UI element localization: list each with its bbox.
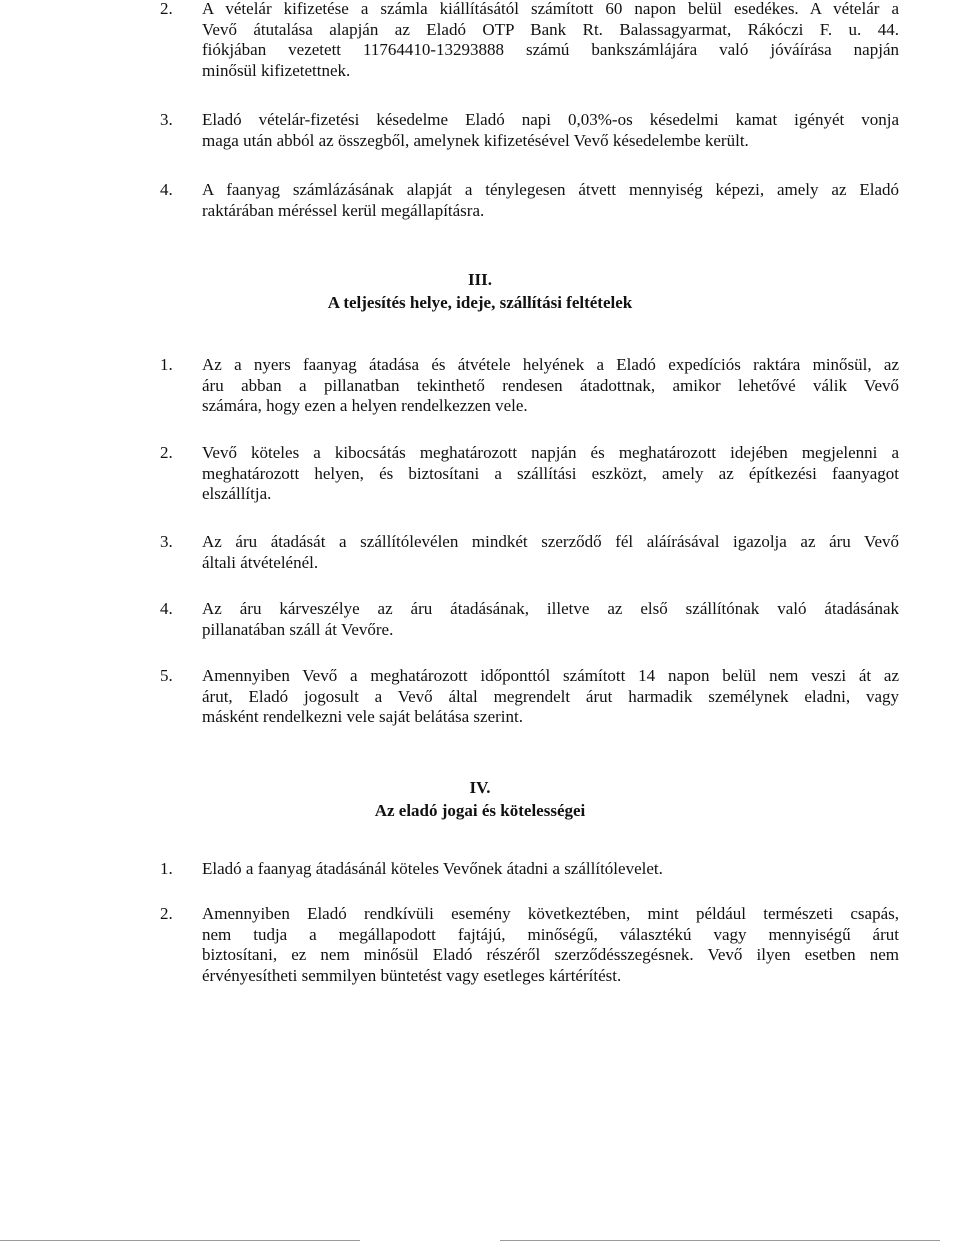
clause-text	[202, 859, 899, 880]
text-line: áru abban a pillanatban tekinthető rendesen átadottnak, amikor lehetővé válik Vevő	[202, 375, 899, 395]
text-line: Vevő köteles a kibocsátás meghatározott napján és meghatározott idejében megjelenni a	[202, 443, 899, 462]
text-line: Az áru átadását a szállítólevélen mindkét szerződő fél aláírásával igazolja az áru Vevő	[202, 532, 899, 551]
clause-number: 3.	[160, 532, 173, 551]
text-line: nem tudja a megállapodott fajtájú, minőségű, választékú vagy mennyiségű árut	[202, 924, 899, 944]
page-bottom-rule	[500, 1240, 940, 1241]
clause-number: 1.	[160, 859, 173, 878]
clause-text	[202, 443, 899, 505]
text-line: érvényesítheti semmilyen büntetést vagy esetleges kártérítést.	[202, 965, 622, 985]
text-line: A vételár kifizetése a számla kiállításától számított 60 napon belül esedékes. A vételár a	[202, 0, 899, 18]
text-line: minősül kifizetettnek.	[202, 60, 351, 80]
text-line: Az a nyers faanyag átadása és átvétele helyének a Eladó expedíciós raktára minősül, az	[202, 355, 899, 374]
clause-number: 3.	[160, 110, 173, 129]
text-line: meghatározott helyen, és biztosítani a szállítási eszközt, amely az építkezési faanyagot	[202, 463, 899, 483]
clause-number: 5.	[160, 666, 173, 685]
clause-number: 1.	[160, 355, 173, 374]
section-numeral: III.	[467, 270, 493, 289]
text-line: Amennyiben Eladó rendkívüli esemény következtében, mint például természeti csapás,	[202, 904, 899, 923]
text-line: elszállítja.	[202, 484, 272, 503]
clause-text	[202, 904, 899, 986]
text-line: számára, hogy ezen a helyen rendelkezzen vele.	[202, 396, 528, 415]
clause-text	[202, 110, 899, 151]
text-line: A faanyag számlázásának alapját a ténylegesen átvett mennyiség képezi, amely az Eladó	[202, 180, 899, 199]
text-line: Vevő átutalása alapján az Eladó OTP Bank Rt. Balassagyarmat, Rákóczi F. u. 44.	[202, 19, 899, 39]
text-line: Eladó a faanyag átadásánál köteles Vevőnek átadni a szállítólevelet.	[202, 859, 663, 878]
section-numeral: IV.	[469, 778, 491, 797]
clause-number: 4.	[160, 180, 173, 199]
text-line: árut, Eladó jogosult a Vevő által megrendelt árut harmadik személynek eladni, vagy	[202, 686, 899, 706]
page-bottom-rule	[0, 1240, 360, 1241]
text-line: biztosítani, ez nem minősül Eladó részéről szerződésszegésnek. Vevő ilyen esetben nem	[202, 945, 899, 964]
section-title: A teljesítés helye, ideje, szállítási feltételek	[327, 293, 633, 312]
clause-text	[202, 599, 899, 640]
section-title: Az eladó jogai és kötelességei	[374, 801, 586, 820]
text-line: másként rendelkezni vele saját belátása szerint.	[202, 707, 523, 726]
text-line: raktárában méréssel kerül megállapításra.	[202, 200, 485, 220]
clause-text	[202, 0, 899, 81]
text-line: pillanatában száll át Vevőre.	[202, 619, 394, 639]
text-line: Az áru kárveszélye az áru átadásának, illetve az első szállítónak való átadásának	[202, 599, 899, 618]
clause-text	[202, 180, 899, 221]
text-line: általi átvételénél.	[202, 552, 319, 572]
clause-text	[202, 355, 899, 417]
clause-number: 4.	[160, 599, 173, 618]
text-line: fiókjában vezetett 11764410-13293888 számú bankszámlájára való jóváírása napján	[202, 40, 899, 59]
text-line: Amennyiben Vevő a meghatározott időponttól számított 14 napon belül nem veszi át az	[202, 666, 899, 685]
clause-number: 2.	[160, 904, 173, 923]
clause-text	[202, 666, 899, 728]
clause-number: 2.	[160, 0, 173, 18]
text-line: maga után abból az összegből, amelynek kifizetésével Vevő késedelembe került.	[202, 130, 749, 150]
clause-text	[202, 532, 899, 573]
clause-number: 2.	[160, 443, 173, 462]
text-line: Eladó vételár-fizetési késedelme Eladó napi 0,03%-os késedelmi kamat igényét vonja	[202, 110, 899, 129]
